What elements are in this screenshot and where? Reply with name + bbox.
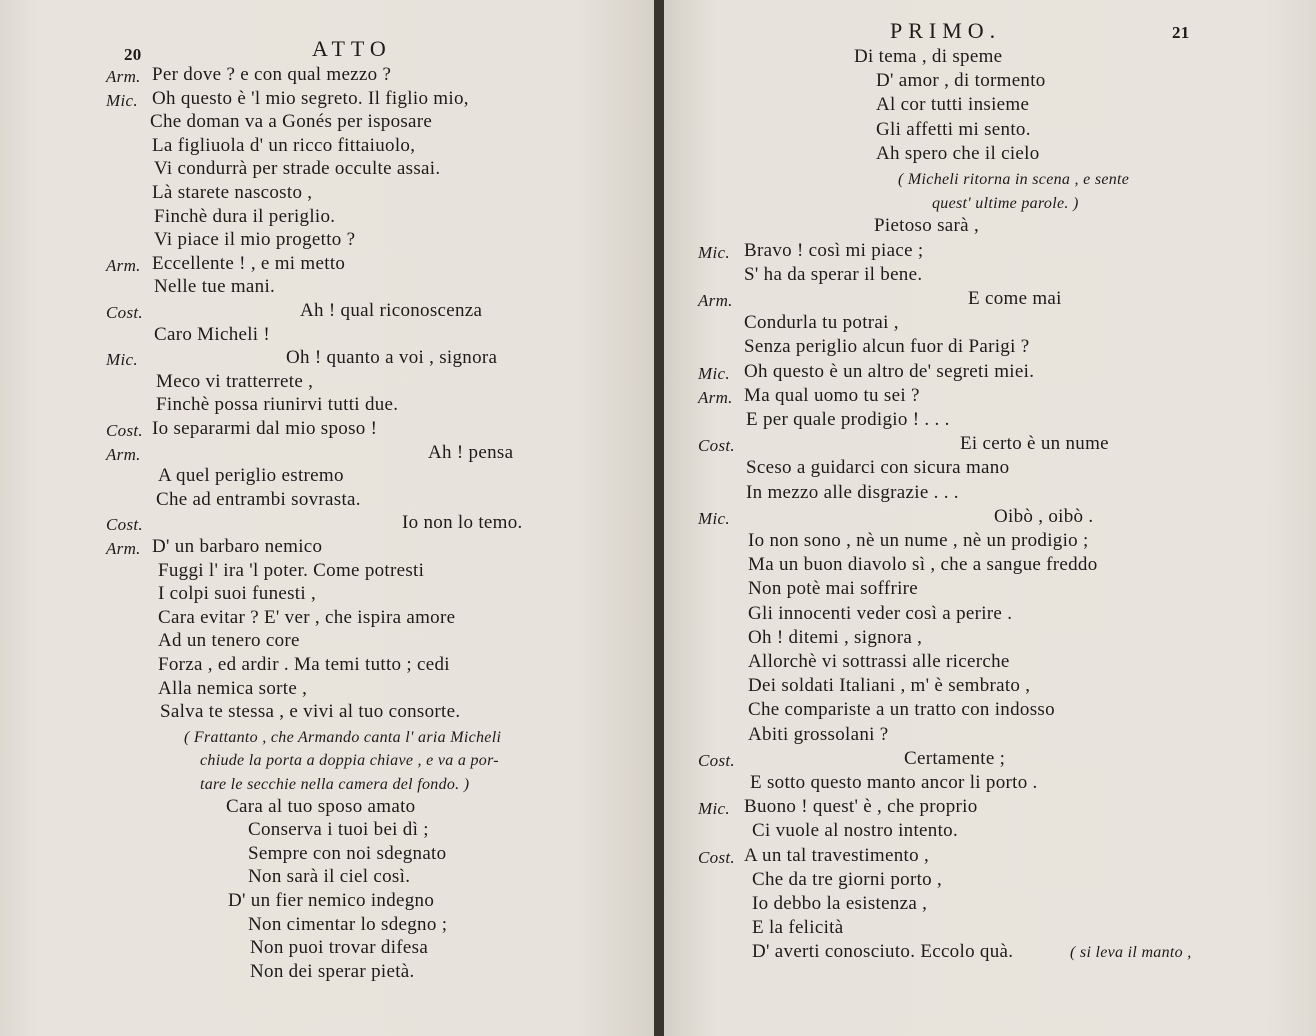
verse-line: Al cor tutti insieme [876,94,1030,115]
verse-line: Oibò , oibò . [994,506,1094,527]
speaker-label: Arm. [106,445,141,464]
verse-line: Sceso a guidarci con sicura mano [746,457,1010,478]
speaker-label: Cost. [106,303,143,322]
verse-line: Oh ! quanto a voi , signora [286,347,498,368]
verse-line: Non potè mai soffrire [748,578,919,599]
verse-line: Ah ! pensa [428,442,514,463]
verse-line: Gli affetti mi sento. [876,119,1031,140]
verse-line: Bravo ! così mi piace ; [744,240,924,261]
verse-line: Fuggi l' ira 'l poter. Come potresti [158,560,425,581]
verse-line: Nelle tue mani. [154,276,276,297]
speaker-label: Arm. [106,539,141,558]
verse-line: Sempre con noi sdegnato [248,843,447,864]
right-page [664,0,1316,1036]
verse-line: Forza , ed ardir . Ma temi tutto ; cedi [158,654,450,675]
verse-line: Ah ! qual riconoscenza [300,300,483,321]
stage-direction: chiude la porta a doppia chiave , e va a por- [200,752,499,769]
verse-line: Ma un buon diavolo sì , che a sangue freddo [748,554,1098,575]
verse-line: Salva te stessa , e vivi al tuo consorte. [160,701,461,722]
verse-line: Vi piace il mio progetto ? [154,229,356,250]
verse-line: Condurla tu potrai , [744,312,899,333]
verse-line: Ci vuole al nostro intento. [752,820,958,841]
speaker-label: Cost. [698,848,735,867]
speaker-label: Mic. [698,509,730,528]
verse-line: Alla nemica sorte , [158,678,308,699]
speaker-label: Mic. [106,350,138,369]
verse-line: Che compariste a un tratto con indosso [748,699,1055,720]
speaker-label: Arm. [698,291,733,310]
speaker-label: Mic. [698,364,730,383]
verse-line: In mezzo alle disgrazie . . . [746,482,959,503]
verse-line: Oh questo è 'l mio segreto. Il figlio mio, [152,88,469,109]
verse-line: Non puoi trovar difesa [250,937,429,958]
verse-line: Che da tre giorni porto , [752,869,943,890]
speaker-label: Arm. [106,256,141,275]
stage-direction: ( Micheli ritorna in scena , e sente [898,171,1130,188]
verse-line: I colpi suoi funesti , [158,583,317,604]
verse-line: Là starete nascosto , [152,182,313,203]
verse-line: Conserva i tuoi bei dì ; [248,819,429,840]
verse-line: A un tal travestimento , [744,845,930,866]
verse-line: E come mai [968,288,1062,309]
verse-line: Pietoso sarà , [874,215,979,236]
speaker-label: Mic. [698,243,730,262]
verse-line: E la felicità [752,917,844,938]
verse-line: Non cimentar lo sdegno ; [248,914,448,935]
verse-line: Certamente ; [904,748,1006,769]
running-head: PRIMO. [890,18,1002,43]
verse-line: D' un barbaro nemico [152,536,323,557]
left-page [0,0,654,1036]
verse-line: Che doman va a Gonés per isposare [150,111,433,132]
verse-line: Cara al tuo sposo amato [226,796,416,817]
verse-line: Io non lo temo. [402,512,523,533]
speaker-label: Arm. [106,67,141,86]
verse-line: Non dei sperar pietà. [250,961,415,982]
verse-line: Senza periglio alcun fuor di Parigi ? [744,336,1030,357]
verse-line: Buono ! quest' è , che proprio [744,796,978,817]
speaker-label: Cost. [698,436,735,455]
verse-line: Oh ! ditemi , signora , [748,627,923,648]
verse-line: Abiti grossolani ? [748,724,889,745]
verse-line: Caro Micheli ! [154,324,271,345]
speaker-label: Cost. [106,515,143,534]
verse-line: Meco vi tratterrete , [156,371,314,392]
stage-direction: quest' ultime parole. ) [932,195,1079,212]
verse-line: Ei certo è un nume [960,433,1109,454]
verse-line: Non sarà il ciel così. [248,866,411,887]
verse-line: La figliuola d' un ricco fittaiuolo, [152,135,416,156]
verse-line: Io debbo la esistenza , [752,893,928,914]
speaker-label: Cost. [698,751,735,770]
verse-line: Ma qual uomo tu sei ? [744,385,920,406]
page-number: 20 [124,45,142,64]
verse-line: E per quale prodigio ! . . . [746,409,950,430]
book-gutter [654,0,664,1036]
verse-line: A quel periglio estremo [158,465,344,486]
verse-line: D' averti conosciuto. Eccolo quà. [752,941,1014,962]
stage-direction: ( si leva il manto , [1070,944,1192,961]
verse-line: D' amor , di tormento [876,70,1046,91]
speaker-label: Mic. [106,91,138,110]
verse-line: Oh questo è un altro de' segreti miei. [744,361,1035,382]
running-head: ATTO [312,36,392,61]
stage-direction: tare le secchie nella camera del fondo. ) [200,776,470,793]
verse-line: Cara evitar ? E' ver , che ispira amore [158,607,456,628]
verse-line: Dei soldati Italiani , m' è sembrato , [748,675,1031,696]
verse-line: Io separarmi dal mio sposo ! [152,418,378,439]
verse-line: Che ad entrambi sovrasta. [156,489,361,510]
verse-line: Allorchè vi sottrassi alle ricerche [748,651,1010,672]
verse-line: Finchè possa riunirvi tutti due. [156,394,399,415]
speaker-label: Cost. [106,421,143,440]
verse-line: Vi condurrà per strade occulte assai. [154,158,441,179]
verse-line: Di tema , di speme [854,46,1003,67]
speaker-label: Mic. [698,799,730,818]
speaker-label: Arm. [698,388,733,407]
verse-line: Eccellente ! , e mi metto [152,253,346,274]
verse-line: Finchè dura il periglio. [154,206,336,227]
verse-line: Per dove ? e con qual mezzo ? [152,64,392,85]
verse-line: Ad un tenero core [158,630,300,651]
verse-line: Ah spero che il cielo [876,143,1040,164]
verse-line: Io non sono , nè un nume , nè un prodigio ; [748,530,1089,551]
verse-line: S' ha da sperar il bene. [744,264,923,285]
verse-line: D' un fier nemico indegno [228,890,435,911]
verse-line: Gli innocenti veder così a perire . [748,603,1013,624]
page-number: 21 [1172,23,1190,42]
verse-line: E sotto questo manto ancor li porto . [750,772,1038,793]
stage-direction: ( Frattanto , che Armando canta l' aria Micheli [184,729,502,746]
